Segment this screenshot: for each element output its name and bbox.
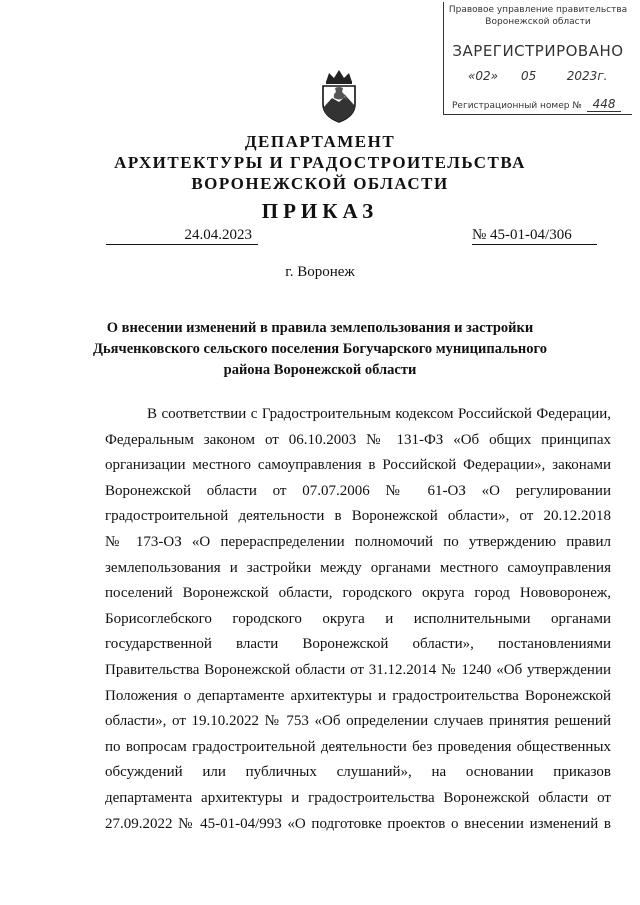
body-text — [105, 402, 611, 837]
stamp-regnum-value: 448 — [587, 97, 622, 112]
document-type: ПРИКАЗ — [261, 199, 379, 223]
body-line: обсуждений или публичных слушаний», на основании приказов — [105, 764, 611, 781]
order-number: № 45-01-04/306 — [472, 226, 597, 245]
body-line: области», от 19.10.2022 № 753 «Об определении случаев принятия решений — [105, 713, 611, 730]
body-line: 27.09.2022 № 45-01-04/993 «О подготовке проектов о внесении изменений в — [105, 815, 611, 832]
body-line: организации местного самоуправления в Российской Федерации», законами — [105, 457, 611, 474]
body-line: по вопросам градостроительной деятельности без проведения общественных — [105, 738, 611, 755]
body-line: № 173-ОЗ «О перераспределении полномочий по утверждению правил — [105, 533, 611, 550]
stamp-year: 2023г. — [566, 69, 608, 83]
stamp-org-line1: Правовое управление правительства — [448, 5, 628, 15]
body-line: землепользования и застройки между органами местного самоуправления — [105, 559, 611, 576]
department-title-line1: ДЕПАРТАМЕНТ — [244, 132, 396, 151]
voronezh-coat-of-arms-icon — [318, 68, 360, 124]
subject-line3: района Воронежской области — [223, 362, 417, 378]
stamp-org-line2: Воронежской области — [485, 17, 591, 27]
order-date: 24.04.2023 — [106, 226, 258, 245]
body-line: В соответствии с Градостроительным кодексом Российской Федерации, — [147, 406, 611, 422]
department-title-line3: ВОРОНЕЖСКОЙ ОБЛАСТИ — [191, 174, 449, 193]
stamp-date — [468, 69, 607, 83]
stamp-day: «02» — [468, 69, 499, 83]
body-line: градостроительной деятельности в Воронежской области», от 20.12.2018 — [105, 508, 611, 525]
stamp-registered-label: ЗАРЕГИСТРИРОВАНО — [452, 42, 624, 60]
department-title-line2: АРХИТЕКТУРЫ И ГРАДОСТРОИТЕЛЬСТВА — [114, 153, 526, 172]
body-line: Правительства Воронежской области от 31.12.2014 № 1240 «Об утверждении — [105, 661, 611, 678]
registration-stamp — [443, 2, 632, 115]
subject-line2: Дьяченковского сельского поселения Богучарского муниципального — [93, 341, 547, 357]
body-line: департамента архитектуры и градостроительства Воронежской области от — [105, 789, 611, 806]
stamp-organization — [444, 4, 632, 28]
body-line: государственной власти Воронежской области», постановлениями — [105, 636, 611, 653]
subject-line1: О внесении изменений в правила землепользования и застройки — [106, 320, 534, 336]
body-line: Воронежской области от 07.07.2006 № 61-ОЗ «О регулировании — [105, 482, 611, 499]
stamp-month: 05 — [520, 69, 537, 83]
body-line: Федеральным законом от 06.10.2003 № 131-ФЗ «Об общих принципах — [105, 431, 611, 448]
city: г. Воронеж — [285, 264, 355, 280]
body-line: Положения о департаменте архитектуры и градостроительства Воронежской — [105, 687, 611, 704]
order-subject — [0, 318, 640, 381]
body-line: Борисоглебского городского округа и исполнительными органами — [105, 610, 611, 627]
stamp-registration-number — [452, 97, 621, 111]
body-line: поселений Воронежской области, городского округа город Нововоронеж, — [105, 585, 611, 602]
stamp-regnum-label: Регистрационный номер № — [452, 101, 582, 111]
